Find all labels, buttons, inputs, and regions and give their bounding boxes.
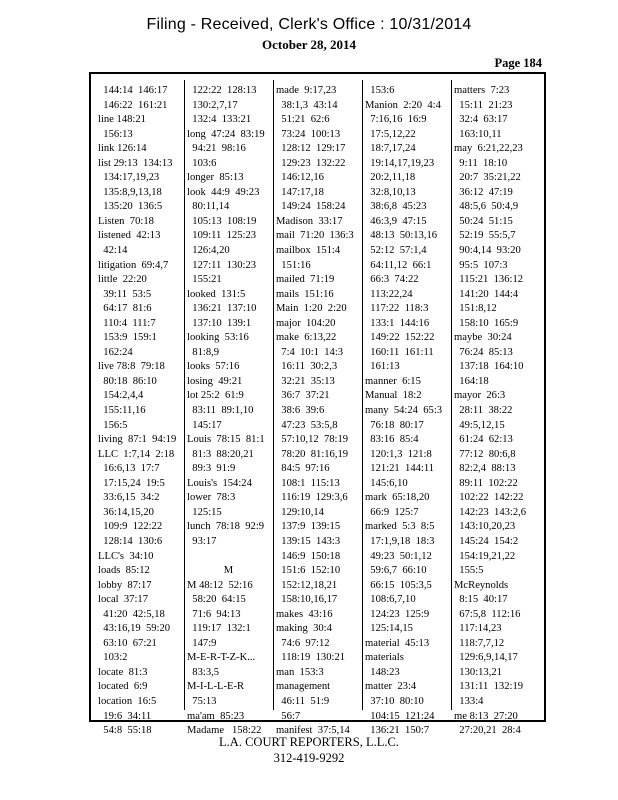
index-entry: 8:15 40:17 xyxy=(454,594,508,606)
index-entry: 146:9 150:18 xyxy=(276,550,341,562)
index-entry: mailbox 151:4 xyxy=(276,245,341,257)
index-entry: 153:9 159:1 xyxy=(98,332,157,344)
index-entry: 145:24 154:2 xyxy=(454,535,519,547)
index-entry: 152:12,18,21 xyxy=(276,579,338,591)
index-entry: mark 65:18,20 xyxy=(365,492,430,504)
index-entry: live 78:8 79:18 xyxy=(98,361,165,373)
index-entry: little 22:20 xyxy=(98,274,147,286)
index-entry: marked 5:3 8:5 xyxy=(365,521,435,533)
index-entry: 47:23 53:5,8 xyxy=(276,419,338,431)
index-entry: line 148:21 xyxy=(98,114,146,126)
index-entry: 95:5 107:3 xyxy=(454,259,508,271)
index-entry: 48:5,6 50:4,9 xyxy=(454,201,519,213)
index-entry: Manion 2:20 4:4 xyxy=(365,99,441,111)
index-box xyxy=(89,72,546,737)
index-entry: 129:10,14 xyxy=(276,506,324,518)
index-entry: 49:23 50:1,12 xyxy=(365,550,432,562)
index-entry: loads 85:12 xyxy=(98,565,150,577)
index-entry: 67:5,8 112:16 xyxy=(454,608,521,620)
index-entry: 155:11,16 xyxy=(98,405,146,417)
index-entry: 151:8,12 xyxy=(454,303,497,315)
index-entry: M-E-R-T-Z-K... xyxy=(187,652,256,664)
index-entry: 134:17,19,23 xyxy=(98,172,160,184)
index-entry: 28:11 38:22 xyxy=(454,405,513,417)
index-column-3 xyxy=(273,84,362,737)
index-entry: 156:13 xyxy=(98,128,133,140)
index-entry: looks 57:16 xyxy=(187,361,240,373)
index-column-4 xyxy=(362,84,451,737)
index-entry: M 48:12 52:16 xyxy=(187,579,253,591)
index-entry: 83:3,5 xyxy=(187,666,220,678)
index-entry: 78:20 81:16,19 xyxy=(276,448,349,460)
index-entry: Louis 78:15 81:1 xyxy=(187,434,265,446)
index-entry: 130:13,21 xyxy=(454,666,502,678)
index-entry: list 29:13 134:13 xyxy=(98,157,173,169)
index-entry: 130:2,7,17 xyxy=(187,99,238,111)
index-entry: 80:18 86:10 xyxy=(98,375,157,387)
index-entry: 9:11 18:10 xyxy=(454,157,508,169)
index-entry: man 153:3 xyxy=(276,666,324,678)
index-entry: matter 23:4 xyxy=(365,681,417,693)
reporter-phone: 312-419-9292 xyxy=(273,751,345,765)
index-entry: 17:5,12,22 xyxy=(365,128,416,140)
index-entry: 108:6,7,10 xyxy=(365,594,416,606)
index-entry: 17:1,9,18 18:3 xyxy=(365,535,435,547)
index-column-2 xyxy=(184,84,273,737)
index-entry: 109:9 122:22 xyxy=(98,521,163,533)
index-entry: location 16:5 xyxy=(98,695,157,707)
index-entry: 76:24 85:13 xyxy=(454,346,513,358)
index-entry: 71:6 94:13 xyxy=(187,608,241,620)
index-entry: 54:8 55:18 xyxy=(98,725,152,737)
index-entry: 16:6,13 17:7 xyxy=(98,463,160,475)
index-entry: 80:11,14 xyxy=(187,201,230,213)
index-entry: 59:6,7 66:10 xyxy=(365,565,427,577)
index-entry: 131:11 132:19 xyxy=(454,681,524,693)
index-entry: material 45:13 xyxy=(365,637,430,649)
index-entry: 74:6 97:12 xyxy=(276,637,330,649)
index-entry: 38:1,3 43:14 xyxy=(276,99,338,111)
index-entry: 160:11 161:11 xyxy=(365,346,434,358)
index-entry: 81:8,9 xyxy=(187,346,220,358)
index-entry: mails 151:16 xyxy=(276,288,334,300)
index-entry: mailed 71:19 xyxy=(276,274,335,286)
index-entry: looking 53:16 xyxy=(187,332,249,344)
index-entry: 7:16,16 16:9 xyxy=(365,114,427,126)
letter-heading: M xyxy=(223,565,234,577)
index-entry: 64:17 81:6 xyxy=(98,303,152,315)
index-entry: 118:19 130:21 xyxy=(276,652,346,664)
index-entry: 116:19 129:3,6 xyxy=(276,492,348,504)
index-entry: 32:21 35:13 xyxy=(276,375,335,387)
index-entry: 125:15 xyxy=(187,506,222,518)
index-entry: manner 6:15 xyxy=(365,375,421,387)
index-entry: 66:9 125:7 xyxy=(365,506,419,518)
index-entry: management xyxy=(276,681,331,693)
index-entry: 81:3 88:20,21 xyxy=(187,448,254,460)
index-entry: 83:16 85:4 xyxy=(365,434,419,446)
index-entry: manifest 37:5,14 xyxy=(276,725,350,737)
index-entry: listened 42:13 xyxy=(98,230,161,242)
index-entry: 127:11 130:23 xyxy=(187,259,257,271)
page-number: Page 184 xyxy=(494,56,542,70)
index-entry: 110:4 111:7 xyxy=(98,317,156,329)
index-entry: 149:24 158:24 xyxy=(276,201,346,213)
index-entry: 145:6,10 xyxy=(365,477,408,489)
index-entry: 155:21 xyxy=(187,274,222,286)
index-entry: look 44:9 49:23 xyxy=(187,186,260,198)
index-entry: make 6:13,22 xyxy=(276,332,337,344)
index-entry: major 104:20 xyxy=(276,317,336,329)
index-entry: 46:11 51:9 xyxy=(276,695,330,707)
index-entry: 76:18 80:17 xyxy=(365,419,424,431)
index-entry: litigation 69:4,7 xyxy=(98,259,169,271)
index-entry: M-I-L-L-E-R xyxy=(187,681,245,693)
index-entry: 36:12 47:19 xyxy=(454,186,513,198)
filing-stamp: Filing - Received, Clerk's Office : 10/31/2014 xyxy=(146,16,472,33)
index-entry: McReynolds xyxy=(454,579,509,591)
index-entry: 33:6,15 34:2 xyxy=(98,492,160,504)
index-entry: 135:8,9,13,18 xyxy=(98,186,162,198)
index-entry: 109:11 125:23 xyxy=(187,230,257,242)
index-entry: 142:23 143:2,6 xyxy=(454,506,527,518)
index-entry: locate 81:3 xyxy=(98,666,148,678)
index-entry: 144:14 146:17 xyxy=(98,85,168,96)
index-entry: 61:24 62:13 xyxy=(454,434,513,446)
index-entry: 51:21 62:6 xyxy=(276,114,330,126)
index-entry: 121:21 144:11 xyxy=(365,463,435,475)
transcript-date: October 28, 2014 xyxy=(262,37,356,52)
index-entry: longer 85:13 xyxy=(187,172,244,184)
index-entry: 57:10,12 78:19 xyxy=(276,434,349,446)
index-entry: 73:24 100:13 xyxy=(276,128,341,140)
index-entry: 115:21 136:12 xyxy=(454,274,524,286)
index-entry: mail 71:20 136:3 xyxy=(276,230,354,242)
index-entry: 155:5 xyxy=(454,565,484,577)
index-entry: 20:7 35:21,22 xyxy=(454,172,521,184)
index-entry: 93:17 xyxy=(187,535,217,547)
index-entry: 136:21 150:7 xyxy=(365,725,430,737)
index-entry: lunch 78:18 92:9 xyxy=(187,521,265,533)
index-entry: 16:11 30:2,3 xyxy=(276,361,338,373)
index-entry: 75:13 xyxy=(187,695,217,707)
index-entry: maybe 30:24 xyxy=(454,332,512,344)
index-column-1 xyxy=(95,84,184,737)
index-entry: 128:12 129:17 xyxy=(276,143,346,155)
index-entry: 63:10 67:21 xyxy=(98,637,157,649)
index-entry: 161:13 xyxy=(365,361,400,373)
index-entry: 163:10,11 xyxy=(454,128,502,140)
index-entry: LLC 1:7,14 2:18 xyxy=(98,448,175,460)
index-entry: 36:7 37:21 xyxy=(276,390,330,402)
index-entry: 158:10,16,17 xyxy=(276,594,338,606)
index-entry: 147:17,18 xyxy=(276,186,324,198)
index-entry: 148:23 xyxy=(365,666,400,678)
index-entry: looked 131:5 xyxy=(187,288,246,300)
index-entry: 118:7,7,12 xyxy=(454,637,505,649)
index-entry xyxy=(187,550,270,565)
index-entry: 105:13 108:19 xyxy=(187,215,257,227)
index-entry: 117:22 118:3 xyxy=(365,303,429,315)
index-entry: 154:19,21,22 xyxy=(454,550,516,562)
index-entry: 83:11 89:1,10 xyxy=(187,405,254,417)
index-entry: lobby 87:17 xyxy=(98,579,152,591)
index-entry: 89:3 91:9 xyxy=(187,463,236,475)
index-entry: 19:6 34:11 xyxy=(98,710,152,722)
index-entry: 32:8,10,13 xyxy=(365,186,416,198)
index-entry: 128:14 130:6 xyxy=(98,535,163,547)
index-entry: materials xyxy=(365,652,404,664)
reporter-company: L.A. COURT REPORTERS, L.L.C. xyxy=(219,735,399,749)
index-entry: 102:22 142:22 xyxy=(454,492,524,504)
index-entry: 119:17 132:1 xyxy=(187,623,251,635)
index-column-5 xyxy=(451,84,540,737)
index-entry: 94:21 98:16 xyxy=(187,143,246,155)
index-entry: 66:3 74:22 xyxy=(365,274,419,286)
index-entry: 89:11 102:22 xyxy=(454,477,518,489)
index-entry: 39:11 53:5 xyxy=(98,288,152,300)
index-entry: 145:17 xyxy=(187,419,222,431)
index-entry: 129:6,9,14,17 xyxy=(454,652,518,664)
index-entry: 108:1 115:13 xyxy=(276,477,340,489)
index-entry: 129:23 132:22 xyxy=(276,157,346,169)
index-entry: 66:15 105:3,5 xyxy=(365,579,432,591)
index-entry: 122:22 128:13 xyxy=(187,85,257,96)
index-entry: 146:22 161:21 xyxy=(98,99,168,111)
index-entry: 113:22,24 xyxy=(365,288,413,300)
index-entry: 48:13 50:13,16 xyxy=(365,230,438,242)
index-entry: Madame 158:22 xyxy=(187,725,262,737)
index-entry: many 54:24 65:3 xyxy=(365,405,443,417)
index-entry: 52:19 55:5,7 xyxy=(454,230,516,242)
index-entry: 143:10,20,23 xyxy=(454,521,516,533)
index-entry: long 47:24 83:19 xyxy=(187,128,265,140)
index-entry: 132:4 133:21 xyxy=(187,114,252,126)
index-entry: 27:20,21 28:4 xyxy=(454,725,521,737)
index-entry: 56:7 xyxy=(276,710,301,722)
index-entry: 149:22 152:22 xyxy=(365,332,435,344)
index-entry: 125:14,15 xyxy=(365,623,413,635)
index-entry: 7:4 10:1 14:3 xyxy=(276,346,344,358)
index-entry: 15:11 21:23 xyxy=(454,99,513,111)
index-entry: 58:20 64:15 xyxy=(187,594,246,606)
index-entry: 141:20 144:4 xyxy=(454,288,519,300)
index-entry: 103:6 xyxy=(187,157,217,169)
index-entry: link 126:14 xyxy=(98,143,147,155)
index-entry: 43:16,19 59:20 xyxy=(98,623,171,635)
index-entry: 18:7,17,24 xyxy=(365,143,416,155)
index-entry: 139:15 143:3 xyxy=(276,535,341,547)
index-entry: ma'am 85:23 xyxy=(187,710,245,722)
index-entry: making 30:4 xyxy=(276,623,332,635)
index-entry: 126:4,20 xyxy=(187,245,230,257)
index-entry: 84:5 97:16 xyxy=(276,463,330,475)
index-entry: 32:4 63:17 xyxy=(454,114,508,126)
index-entry: losing 49:21 xyxy=(187,375,243,387)
index-entry: 104:15 121:24 xyxy=(365,710,435,722)
index-entry: 162:24 xyxy=(98,346,133,358)
index-entry: 77:12 80:6,8 xyxy=(454,448,516,460)
index-entry: located 6:9 xyxy=(98,681,148,693)
index-entry: 146:12,16 xyxy=(276,172,324,184)
index-entry: 42:14 xyxy=(98,245,128,257)
index-entry: makes 43:16 xyxy=(276,608,333,620)
index-entry: Main 1:20 2:20 xyxy=(276,303,347,315)
index-entry: lot 25:2 61:9 xyxy=(187,390,244,402)
index-entry: 133:1 144:16 xyxy=(365,317,430,329)
index-entry: Louis's 154:24 xyxy=(187,477,252,489)
index-entry: made 9:17,23 xyxy=(276,85,337,96)
index-entry: 135:20 136:5 xyxy=(98,201,163,213)
index-entry: mayor 26:3 xyxy=(454,390,506,402)
index-entry: 52:12 57:1,4 xyxy=(365,245,427,257)
index-entry: matters 7:23 xyxy=(454,85,510,96)
index-entry: 38:6,8 45:23 xyxy=(365,201,427,213)
index-entry: LLC's 34:10 xyxy=(98,550,154,562)
index-entry: may 6:21,22,23 xyxy=(454,143,523,155)
index-entry: 137:9 139:15 xyxy=(276,521,341,533)
index-entry: 133:4 xyxy=(454,695,484,707)
index-entry: 20:2,11,18 xyxy=(365,172,416,184)
footer xyxy=(0,734,618,766)
index-entry: 82:2,4 88:13 xyxy=(454,463,516,475)
index-entry: 50:24 51:15 xyxy=(454,215,513,227)
index-entry: 37:10 80:10 xyxy=(365,695,424,707)
index-entry: 17:15,24 19:5 xyxy=(98,477,165,489)
index-entry: 158:10 165:9 xyxy=(454,317,519,329)
index-entry: 124:23 125:9 xyxy=(365,608,430,620)
index-entry: 38:6 39:6 xyxy=(276,405,325,417)
index-entry: 164:18 xyxy=(454,375,489,387)
index-entry: 151:16 xyxy=(276,259,311,271)
index-entry: 147:9 xyxy=(187,637,217,649)
index-entry: 103:2 xyxy=(98,652,128,664)
index-entry: living 87:1 94:19 xyxy=(98,434,177,446)
index-entry: 137:10 139:1 xyxy=(187,317,252,329)
index-entry: lower 78:3 xyxy=(187,492,236,504)
index-entry: 156:5 xyxy=(98,419,128,431)
index-entry: 153:6 xyxy=(365,85,395,96)
index-entry: 19:14,17,19,23 xyxy=(365,157,435,169)
index-entry: Listen 70:18 xyxy=(98,215,154,227)
index-entry: 137:18 164:10 xyxy=(454,361,524,373)
index-entry: 46:3,9 47:15 xyxy=(365,215,427,227)
index-entry: 120:1,3 121:8 xyxy=(365,448,432,460)
index-entry: 49:5,12,15 xyxy=(454,419,505,431)
index-entry: 117:14,23 xyxy=(454,623,502,635)
index-entry: 41:20 42:5,18 xyxy=(98,608,165,620)
index-entry: 154:2,4,4 xyxy=(98,390,144,402)
index-entry: me 8:13 27:20 xyxy=(454,710,518,722)
index-entry: Manual 18:2 xyxy=(365,390,422,402)
index-entry: 136:21 137:10 xyxy=(187,303,257,315)
index-entry: 36:14,15,20 xyxy=(98,506,154,518)
index-entry: local 37:17 xyxy=(98,594,149,606)
index-entry: 64:11,12 66:1 xyxy=(365,259,432,271)
index-entry: 151:6 152:10 xyxy=(276,565,341,577)
index-entry: Madison 33:17 xyxy=(276,215,343,227)
index-entry: 90:4,14 93:20 xyxy=(454,245,521,257)
